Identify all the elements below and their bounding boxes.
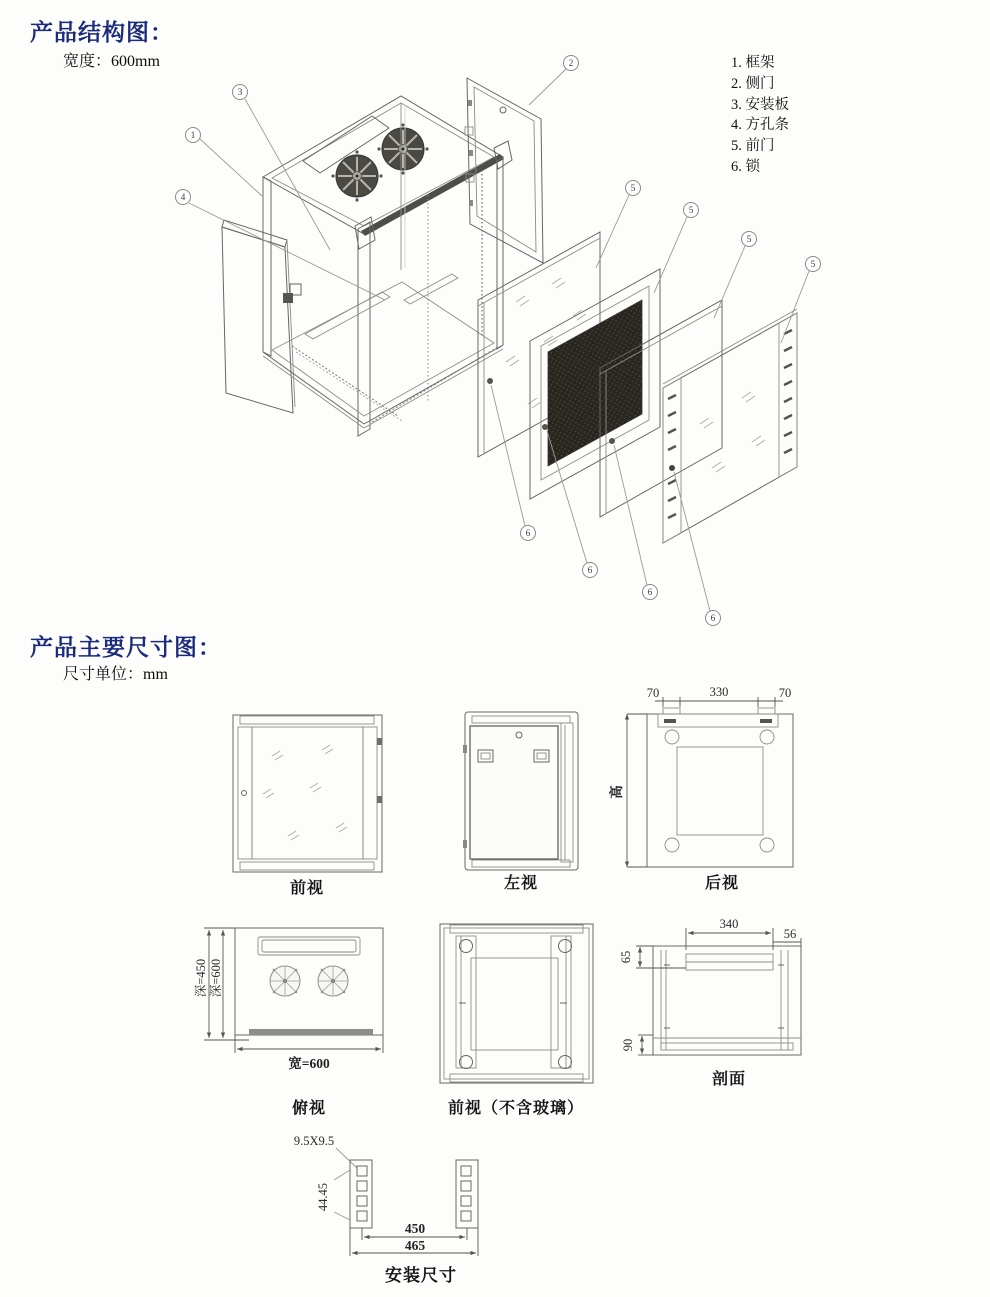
dim-450: 450 xyxy=(404,1221,426,1236)
dim-340: 340 xyxy=(719,917,739,931)
top-view-label: 俯视 xyxy=(291,1100,327,1117)
callout-3 xyxy=(233,85,248,100)
cooling-fan xyxy=(331,150,382,201)
dim-56: 56 xyxy=(783,927,797,941)
callout-6 xyxy=(521,526,536,541)
legend-item: 5. 前门 xyxy=(731,138,775,155)
fan-top xyxy=(270,966,300,996)
dim-width-600: 宽=600 xyxy=(288,1056,330,1071)
callout-6 xyxy=(706,611,721,626)
vent-strip xyxy=(238,727,252,859)
front-view-no-glass xyxy=(440,924,593,1117)
dim-465: 465 xyxy=(404,1238,426,1253)
callout-5 xyxy=(806,257,821,272)
callout-5-num: 5 xyxy=(746,235,752,246)
install-view-label: 安装尺寸 xyxy=(385,1266,457,1285)
top-view xyxy=(194,928,383,1117)
callout-5-num: 5 xyxy=(630,184,636,195)
section-view-label: 剖面 xyxy=(711,1071,747,1088)
front-no-glass-label: 前视（不含玻璃） xyxy=(447,1100,585,1117)
dim-depth-450: 深=450 xyxy=(194,958,208,998)
callout-6-num: 6 xyxy=(525,529,531,540)
top-dimensions xyxy=(194,928,383,1071)
mesh-insert xyxy=(548,300,642,466)
rear-view xyxy=(608,685,793,892)
section-view xyxy=(619,917,801,1088)
callout-6-num: 6 xyxy=(647,588,653,599)
vent-column xyxy=(779,313,797,477)
dim-height: 高 xyxy=(609,785,624,799)
cabinet-frame xyxy=(263,96,512,436)
front-view-label: 前视 xyxy=(289,880,325,897)
fan-top xyxy=(318,966,348,996)
legend-item: 2. 侧门 xyxy=(731,75,775,92)
callout-5-num: 5 xyxy=(688,206,694,217)
callout-4-num: 4 xyxy=(180,193,186,204)
structure-section-title: 产品结构图： xyxy=(30,20,174,45)
callout-4 xyxy=(176,190,191,205)
legend-item: 6. 锁 xyxy=(731,158,760,175)
parts-legend xyxy=(731,53,789,178)
callout-2-num: 2 xyxy=(568,59,574,70)
install-view xyxy=(294,1134,478,1285)
callout-balloons xyxy=(176,56,821,626)
cabinet-floor xyxy=(272,282,494,416)
callout-6 xyxy=(583,563,598,578)
left-view-label: 左视 xyxy=(503,875,539,892)
left-view xyxy=(463,712,578,892)
front-view xyxy=(233,715,382,897)
legend-item: 4. 方孔条 xyxy=(731,117,789,134)
callout-1 xyxy=(186,128,201,143)
callout-2 xyxy=(564,56,579,71)
callout-5 xyxy=(742,232,757,247)
mesh-door xyxy=(530,269,660,499)
dim-70-right: 70 xyxy=(778,686,792,700)
lock-dot xyxy=(242,791,247,796)
mount-strip xyxy=(350,1160,372,1228)
door-lock xyxy=(487,378,493,384)
legend-item: 3. 安装板 xyxy=(731,96,789,113)
callout-1-num: 1 xyxy=(190,131,196,142)
side-panel-left xyxy=(222,220,301,413)
dim-70-left: 70 xyxy=(646,686,660,700)
dim-depth-600: 深=600 xyxy=(209,958,223,998)
rear-dimensions xyxy=(608,685,791,867)
dim-65: 65 xyxy=(619,950,633,964)
vent-strip xyxy=(363,727,377,859)
door-lock xyxy=(500,107,506,113)
door-lock xyxy=(669,465,675,471)
callout-6-num: 6 xyxy=(587,566,593,577)
callout-6-num: 6 xyxy=(710,614,716,625)
dim-330: 330 xyxy=(709,685,729,699)
vent-column xyxy=(663,378,681,543)
legend-item: 1. 框架 xyxy=(731,55,775,71)
rear-view-label: 后视 xyxy=(704,875,740,892)
dimensions-section-title: 产品主要尺寸图： xyxy=(30,635,222,660)
dim-90: 90 xyxy=(621,1038,635,1052)
callout-3-num: 3 xyxy=(237,88,243,99)
callout-6 xyxy=(643,585,658,600)
callout-leaders xyxy=(189,69,809,611)
dimension-views xyxy=(190,675,850,1295)
dim-pitch: 44.45 xyxy=(316,1182,330,1212)
callout-5 xyxy=(626,181,641,196)
floor-slot xyxy=(305,292,390,339)
callout-5 xyxy=(684,203,699,218)
door-lock xyxy=(542,424,548,430)
callout-5-num: 5 xyxy=(810,260,816,271)
unit-note: 尺寸单位：mm xyxy=(63,666,168,683)
section-dimensions xyxy=(619,917,801,1055)
door-lock xyxy=(609,438,615,444)
dim-hole-size: 9.5X9.5 xyxy=(293,1134,335,1148)
width-note: 宽度：600mm xyxy=(63,53,160,70)
mount-strip xyxy=(456,1160,478,1228)
hinge-bracket xyxy=(283,293,293,303)
